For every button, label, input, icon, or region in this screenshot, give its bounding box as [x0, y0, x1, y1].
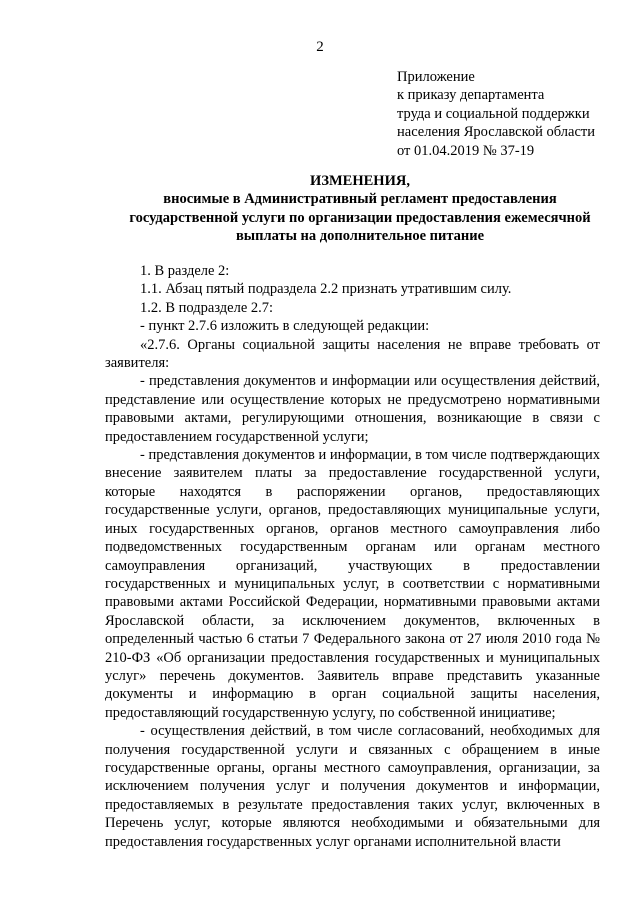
- page-number: 2: [316, 39, 324, 55]
- paragraph: 1. В разделе 2:: [140, 263, 230, 279]
- title-line: выплаты на дополнительное питание: [235, 228, 485, 245]
- appendix-block: [397, 68, 632, 160]
- title-line: ИЗМЕНЕНИЯ,: [310, 173, 410, 189]
- paragraph: 1.2. В подразделе 2.7:: [140, 299, 274, 316]
- paragraph: 1.1. Абзац пятый подраздела 2.2 признать утратившим силу.: [140, 281, 512, 298]
- appendix-line: от 01.04.2019 № 37-19: [397, 142, 535, 159]
- appendix-line: труда и социальной поддержки: [397, 105, 590, 122]
- paragraph: - осуществления действий, в том числе согласований, необходимых для получения государственной услуги и связанных с обращением в иные государственные органы, органы местного самоуправления, организации, за исключением получения услуг и получения документов и информации, предоставляемых в результате предоставления таких услуг, включенных в Перечень услуг, которые являются необходимыми и обязательными для предоставления государственных услуг органами исполнительной власти: [105, 723, 600, 850]
- paragraph: - пункт 2.7.6 изложить в следующей редакции:: [140, 318, 430, 335]
- title-line: вносимые в Административный регламент предоставления: [163, 191, 557, 208]
- paragraph: - представления документов и информации или осуществления действий, представление или осуществление которых не предусмотрено нормативными правовыми актами, регулирующими отношения, возникающие в связи с предоставлением государственной услуги;: [105, 373, 600, 445]
- document-body: [105, 262, 600, 851]
- document-title: [100, 172, 620, 246]
- appendix-line: к приказу департамента: [397, 87, 545, 104]
- appendix-line: Приложение: [397, 69, 475, 85]
- title-line: государственной услуги по организации предоставления ежемесячной: [129, 209, 591, 226]
- appendix-line: населения Ярославской области: [397, 124, 595, 141]
- paragraph: «2.7.6. Органы социальной защиты населения не вправе требовать от заявителя:: [105, 336, 600, 372]
- paragraph: - представления документов и информации, в том числе подтверждающих внесение заявителем платы за предоставление государственной услуги, которые находятся в распоряжении органов, предоставляющих государственные услуги, органов, предоставляющих муниципальные услуги, иных государственных органов, органов местного самоуправления либо подведомственных государственным органам или органам местного самоуправления организаций, участвующих в предоставлении государственных и муниципальных услуг, в соответствии с нормативными правовыми актами Российской Федерации, нормативными правовыми актами Ярославской области, за исключением документов, включенных в определенный частью 6 статьи 7 Федерального закона от 27 июля 2010 года № 210-ФЗ «Об организации предоставления государственных и муниципальных услуг» перечень документов. Заявитель вправе представить указанные документы и информацию в орган социальной защиты населения, предоставляющий государственную услугу, по собственной инициативе;: [105, 447, 600, 721]
